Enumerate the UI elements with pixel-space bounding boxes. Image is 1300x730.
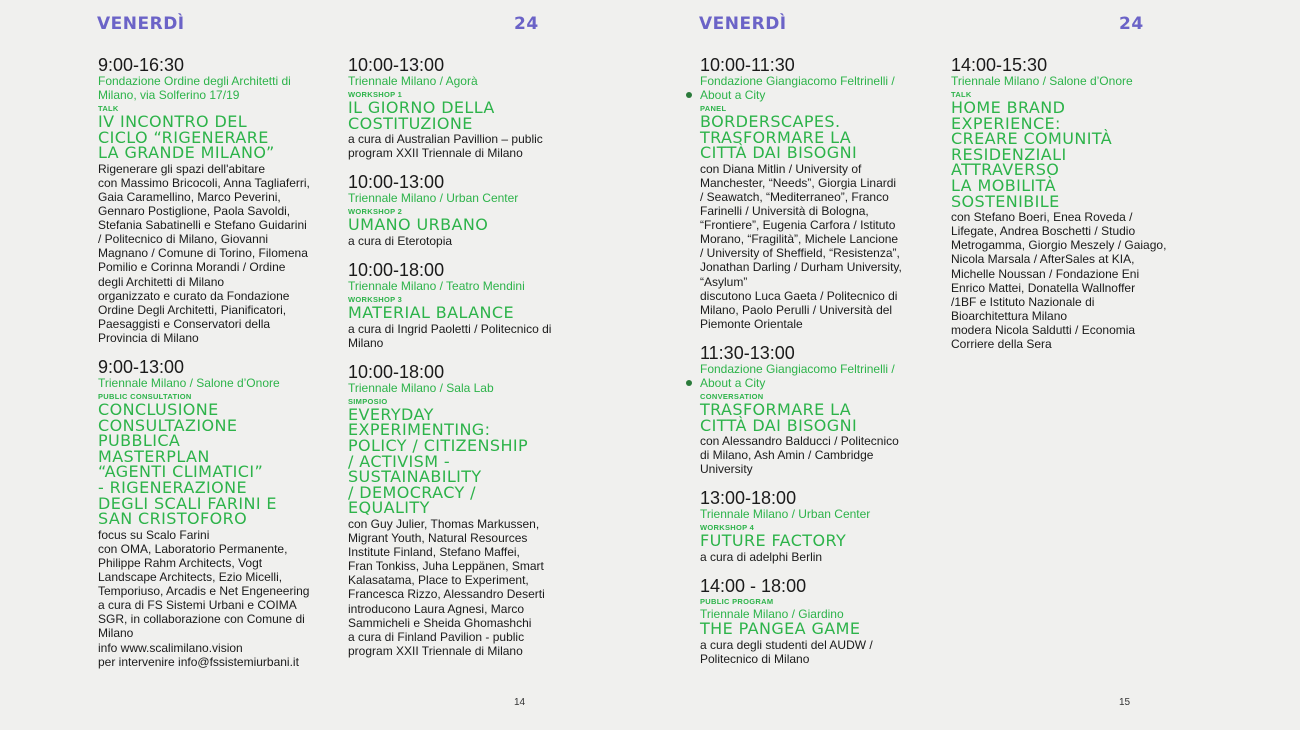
event-venue bbox=[700, 607, 926, 621]
event-time: 14:00 - 18:00 bbox=[700, 576, 807, 597]
schedule-column-1 bbox=[98, 56, 324, 682]
event-venue-text: Triennale Milano / Sala Lab bbox=[348, 380, 494, 395]
event-venue bbox=[700, 74, 926, 102]
right-day-heading: VENERDÌ bbox=[699, 14, 787, 34]
event-venue bbox=[700, 507, 926, 521]
event-description: a cura di Eterotopia bbox=[348, 233, 453, 248]
event-title: HOME BRAND EXPERIENCE: CREARE COMUNITÀ RESIDENZIALI ATTRAVERSO LA MOBILITÀ SOSTENIBILE bbox=[951, 98, 1113, 211]
event-time: 10:00-18:00 bbox=[348, 260, 445, 281]
event-venue-text: Fondazione Ordine degli Architetti di Milano, via Solferino 17/19 bbox=[98, 74, 291, 102]
event-type: PANEL bbox=[700, 104, 727, 113]
event-venue-text: Triennale Milano / Urban Center bbox=[700, 507, 871, 522]
event-description: a cura di adelphi Berlin bbox=[700, 549, 823, 564]
schedule-column-4 bbox=[951, 56, 1177, 364]
event-type: CONVERSATION bbox=[700, 391, 764, 401]
event-title: UMANO URBANO bbox=[348, 215, 489, 235]
event-venue bbox=[348, 74, 574, 88]
event-type: TALK bbox=[951, 90, 972, 99]
left-date-heading: 24 bbox=[514, 14, 539, 34]
schedule-event bbox=[951, 56, 1177, 351]
event-title: TRASFORMARE LA CITTÀ DAI BISOGNI bbox=[700, 399, 858, 435]
event-title: BORDERSCAPES. TRASFORMARE LA CITTÀ DAI BISOGNI bbox=[700, 112, 858, 163]
right-page-number: 15 bbox=[1119, 697, 1131, 708]
event-description: con Alessandro Balducci / Politecnico di Milano, Ash Amin / Cambridge University bbox=[700, 434, 899, 477]
event-description: con Guy Julier, Thomas Markussen, Migrant Youth, Natural Resources Institute Finland, Stefano Maffei, Fran Tonkiss, Juha Leppänen, Smart Kalasatama, Place to Experiment, Francesca Rizzo, Alessandro Deserti introducono Laura Agnesi, Marco Sammicheli e Sheida Ghomashchi a cura di Finland Pavilion - public program XXII Triennale di Milano bbox=[348, 517, 545, 658]
event-time: 10:00-13:00 bbox=[348, 172, 445, 193]
event-venue-text: Triennale Milano / Salone d’Onore bbox=[98, 376, 280, 390]
event-time: 9:00-16:30 bbox=[98, 55, 185, 75]
event-time: 10:00-11:30 bbox=[700, 55, 795, 75]
event-title: IL GIORNO DELLA COSTITUZIONE bbox=[348, 98, 495, 133]
event-title: CONCLUSIONE CONSULTAZIONE PUBBLICA MASTERPLAN “AGENTI CLIMATICI” - RIGENERAZIONE DEGLI SCALI FARINI E SAN CRISTOFORO bbox=[98, 400, 277, 529]
schedule-event bbox=[98, 358, 324, 669]
event-title: MATERIAL BALANCE bbox=[348, 303, 514, 323]
schedule-event bbox=[700, 56, 926, 331]
event-venue bbox=[700, 362, 926, 390]
schedule-event bbox=[700, 344, 926, 476]
event-type: WORKSHOP 4 bbox=[700, 523, 755, 533]
event-type: WORKSHOP 3 bbox=[348, 295, 403, 305]
event-description: a cura di Australian Pavillion – public program XXII Triennale di Milano bbox=[348, 132, 543, 161]
schedule-event bbox=[348, 261, 574, 350]
event-time: 10:00-13:00 bbox=[348, 55, 445, 75]
event-type: SIMPOSIO bbox=[348, 396, 388, 406]
right-date-heading: 24 bbox=[1119, 14, 1144, 34]
event-time: 11:30-13:00 bbox=[700, 342, 795, 363]
event-time: 13:00-18:00 bbox=[700, 488, 797, 509]
event-description: a cura di Ingrid Paoletti / Politecnico di Milano bbox=[348, 321, 552, 350]
event-title: THE PANGEA GAME bbox=[700, 619, 861, 639]
event-description: focus su Scalo Farini con OMA, Laboratorio Permanente, Philippe Rahm Architects, Vogt Landscape Architects, Ezio Micelli, Temporiuso, Arcadis e Net Engeneering a cura di FS Sistemi Urbani e COIMA SGR, in collaborazione con Comune di Milano info www.scalimilano.vision per intervenire info@fssistemiurbani.it bbox=[98, 527, 310, 669]
event-time: 10:00-18:00 bbox=[348, 361, 445, 382]
event-venue-text: Triennale Milano / Agorà bbox=[348, 74, 478, 88]
event-type: PUBLIC PROGRAM bbox=[700, 597, 774, 607]
event-venue bbox=[951, 74, 1177, 88]
event-type: PUBLIC CONSULTATION bbox=[98, 392, 192, 401]
bullet-dot-icon bbox=[686, 380, 692, 386]
bullet-dot-icon bbox=[686, 92, 692, 98]
schedule-event bbox=[348, 56, 574, 160]
schedule-column-2 bbox=[348, 56, 574, 671]
event-time: 9:00-13:00 bbox=[98, 357, 185, 377]
event-venue-text: Triennale Milano / Giardino bbox=[700, 607, 844, 622]
event-time: 14:00-15:30 bbox=[951, 55, 1048, 75]
event-type: TALK bbox=[98, 104, 119, 113]
event-venue bbox=[348, 381, 574, 395]
event-title: FUTURE FACTORY bbox=[700, 531, 847, 551]
event-venue-text: Fondazione Giangiacomo Feltrinelli / About a City bbox=[700, 74, 895, 102]
event-venue-text: Fondazione Giangiacomo Feltrinelli / About a City bbox=[700, 361, 895, 390]
left-day-heading: VENERDÌ bbox=[97, 14, 185, 34]
event-description: con Diana Mitlin / University of Manchester, “Needs”, Giorgia Linardi / Seawatch, “Mediterraneo”, Franco Farinelli / Università di Bologna, “Frontiere”, Eugenia Carfora / Istituto Morano, “Fragilità”, Michele Lancione / University of Sheffield, “Resistenza”, Jonathan Darling / Durham University, “Asylum” discutono Luca Gaeta / Politecnico di Milano, Paolo Perulli / Università del Piemonte Orientale bbox=[700, 161, 902, 331]
schedule-column-3 bbox=[700, 56, 926, 679]
schedule-event bbox=[348, 173, 574, 248]
event-venue bbox=[98, 376, 324, 390]
schedule-event bbox=[348, 363, 574, 658]
event-description: Rigenerare gli spazi dell'abitare con Massimo Bricocoli, Anna Tagliaferri, Gaia Caramellino, Marco Peverini, Gennaro Postiglione, Paola Savoldi, Stefania Sabatinelli e Stefano Guidarini / Politecnico di Milano, Giovanni Magnano / Comune di Torino, Filomena Pomilio e Corinna Morandi / Ordine degli Architetti di Milano organizzato e curato da Fondazione Ordine Degli Architetti, Pianificatori, Paesaggisti e Conservatori della Provincia di Milano bbox=[98, 161, 310, 345]
event-venue-text: Triennale Milano / Salone d’Onore bbox=[951, 74, 1133, 88]
event-description: a cura degli studenti del AUDW / Politecnico di Milano bbox=[700, 637, 873, 666]
event-title: IV INCONTRO DEL CICLO “RIGENERARE LA GRANDE MILANO” bbox=[98, 112, 275, 163]
event-type: WORKSHOP 1 bbox=[348, 90, 403, 99]
event-venue-text: Triennale Milano / Urban Center bbox=[348, 191, 519, 206]
schedule-event bbox=[700, 489, 926, 564]
event-type: WORKSHOP 2 bbox=[348, 207, 403, 217]
event-venue bbox=[348, 279, 574, 293]
event-title: EVERYDAY EXPERIMENTING: POLICY / CITIZENSHIP / ACTIVISM - SUSTAINABILITY / DEMOCRACY / EQUALITY bbox=[348, 404, 529, 518]
event-venue-text: Triennale Milano / Teatro Mendini bbox=[348, 279, 525, 294]
schedule-event bbox=[98, 56, 324, 345]
left-page-number: 14 bbox=[514, 697, 526, 708]
event-description: con Stefano Boeri, Enea Roveda / Lifegate, Andrea Boschetti / Studio Metrogamma, Giorgio Meszely / Gaiago, Nicola Marsala / AfterSales at KIA, Michelle Noussan / Fondazione Eni Enrico Mattei, Donatella Wallnoffer /1BF e Istituto Nazionale di Bioarchitettura Milano modera Nicola Saldutti / Economia Corriere della Sera bbox=[951, 210, 1167, 351]
schedule-event bbox=[700, 577, 926, 666]
event-venue bbox=[348, 191, 574, 205]
event-venue bbox=[98, 74, 324, 102]
